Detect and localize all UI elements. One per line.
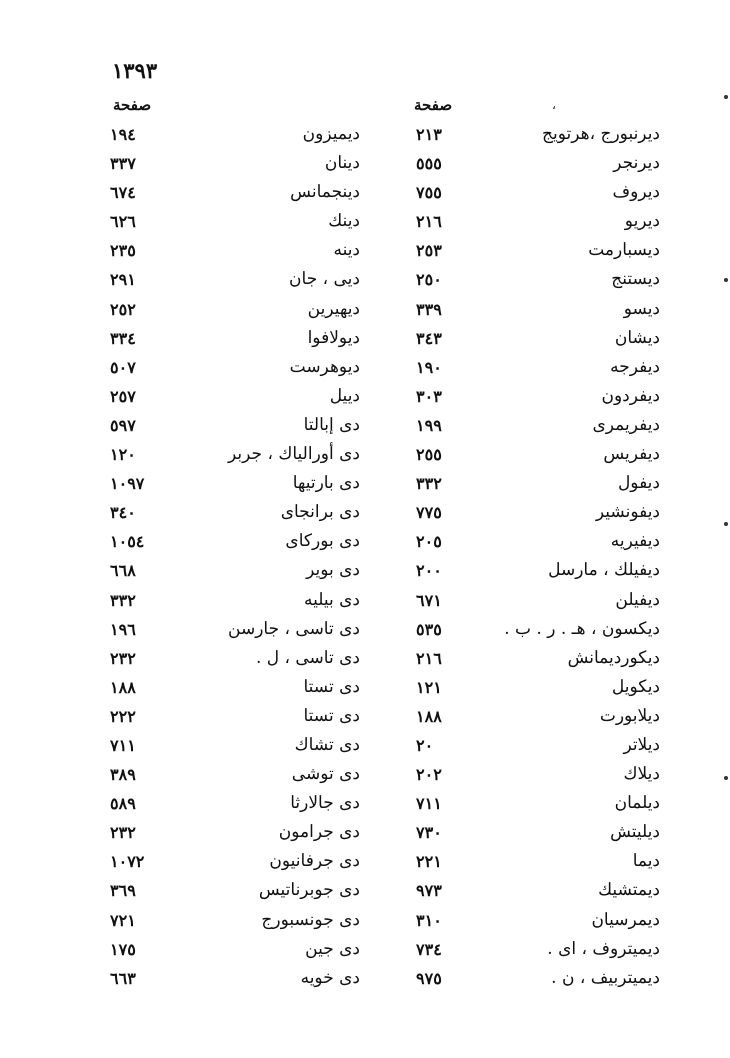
entry-name: دى جونسبورج: [261, 909, 360, 930]
index-entry: [100, 876, 360, 905]
index-entry: [410, 586, 660, 615]
entry-page-number: ١٢١: [416, 677, 442, 697]
entry-name: ديكورديمانش: [567, 647, 660, 668]
index-entry: [410, 556, 660, 585]
entry-page-number: ٣٣٢: [110, 590, 136, 610]
entry-page-number: ٢٥٣: [416, 241, 442, 261]
entry-name: ديمتشيك: [598, 880, 660, 901]
index-entry: [410, 644, 660, 673]
entry-page-number: ٢٣٢: [110, 648, 136, 668]
entry-name: دى تاسى ، جارسن: [228, 618, 360, 639]
entry-name: دينه: [333, 240, 360, 261]
entry-name: ديوهرست: [289, 356, 360, 377]
entry-name: دى بارتيها: [292, 473, 360, 494]
entry-name: ديفول: [617, 473, 660, 494]
entry-name: دى جين: [305, 938, 360, 959]
entry-name: دى برانجاى: [280, 502, 360, 523]
entry-page-number: ٧٣٠: [416, 823, 442, 843]
right-column-header: صفحة: [414, 96, 453, 114]
margin-mark: [724, 522, 728, 526]
entry-page-number: ١٢٠: [110, 445, 136, 465]
entry-name: دى بوركاى: [285, 531, 360, 552]
entry-name: ديشان: [614, 327, 660, 348]
entry-name: ديهيرين: [307, 298, 360, 319]
entry-page-number: ٣٣٤: [110, 328, 136, 348]
entry-page-number: ٩٧٣: [416, 881, 442, 901]
index-entry: [410, 527, 660, 556]
index-entry: [410, 615, 660, 644]
left-column-header: صفحة: [113, 96, 152, 114]
index-entry: [100, 673, 360, 702]
index-entry: [410, 382, 660, 411]
index-entry: [410, 265, 660, 294]
entry-name: دى بوير: [306, 560, 360, 581]
entry-page-number: ٩٧٥: [416, 968, 442, 988]
entry-name: دى خويه: [300, 967, 360, 988]
entry-page-number: ٢٥٥: [416, 445, 442, 465]
entry-name: دى جرفانيون: [269, 851, 360, 872]
margin-mark: [724, 776, 728, 780]
entry-name: ديريو: [624, 211, 660, 232]
entry-page-number: ٢١٦: [416, 648, 442, 668]
index-entry: [100, 615, 360, 644]
entry-page-number: ٣٨٩: [110, 765, 136, 785]
index-entry: [410, 149, 660, 178]
entry-page-number: ٣٤٣: [416, 328, 442, 348]
entry-page-number: ١٨٨: [416, 706, 442, 726]
index-entry: [100, 789, 360, 818]
entry-page-number: ٥٨٩: [110, 794, 136, 814]
entry-page-number: ٣٠٣: [416, 386, 442, 406]
entry-page-number: ٦٢٦: [110, 212, 136, 232]
entry-page-number: ٣٦٩: [110, 881, 136, 901]
index-entry: [100, 847, 360, 876]
entry-page-number: ٣٣٢: [416, 474, 442, 494]
entry-page-number: ٧١١: [416, 794, 442, 814]
entry-page-number: ٧٢١: [110, 910, 136, 930]
entry-name: ديمرسيان: [591, 909, 660, 930]
index-entry: [410, 353, 660, 382]
entry-name: ديفريس: [603, 444, 660, 465]
entry-name: دى إبالتا: [303, 414, 360, 435]
index-entry: [100, 178, 360, 207]
page-number: ١٣٩٣: [112, 58, 158, 83]
entry-name: دى تشاك: [294, 734, 360, 755]
entry-name: دييل: [329, 385, 360, 406]
index-entry: [410, 789, 660, 818]
entry-name: ديكويل: [611, 676, 660, 697]
index-entry: [100, 906, 360, 935]
entry-name: ديلابورت: [599, 705, 660, 726]
entry-name: ديفيريه: [610, 531, 660, 552]
entry-name: ديلاك: [623, 764, 660, 785]
index-entry: [410, 411, 660, 440]
entry-name: ديليتش: [610, 822, 660, 843]
index-entry: [410, 906, 660, 935]
entry-page-number: ١٩٤: [110, 125, 136, 144]
entry-page-number: ٣١٠: [416, 910, 442, 930]
entry-name: ديى ، جان: [289, 269, 360, 290]
entry-name: ديسبارمت: [588, 240, 660, 261]
entry-name: ديفونشير: [595, 502, 660, 523]
entry-name: ديرنجر: [613, 153, 660, 174]
entry-name: دى توشى: [291, 764, 360, 785]
index-entry: [100, 469, 360, 498]
entry-page-number: ١٩٦: [110, 619, 136, 639]
index-entry: [410, 847, 660, 876]
entry-page-number: ٦٦٨: [110, 561, 136, 581]
entry-name: دى جالارثا: [290, 793, 360, 814]
entry-name: ديروف: [612, 182, 660, 203]
entry-page-number: ٢٠٢: [416, 765, 442, 785]
index-entry: [410, 236, 660, 265]
margin-mark: [724, 278, 728, 282]
entry-page-number: ٢٩١: [110, 270, 136, 290]
entry-name: ديميزون: [302, 124, 360, 144]
entry-page-number: ٧١١: [110, 735, 136, 755]
index-entry: [410, 120, 660, 149]
entry-page-number: ٢٠: [416, 735, 434, 755]
index-entry: [410, 295, 660, 324]
entry-page-number: ٧٧٥: [416, 503, 442, 523]
entry-page-number: ٢٢١: [416, 852, 442, 872]
entry-page-number: ١٠٩٧: [110, 474, 145, 494]
index-entry: [100, 295, 360, 324]
entry-name: دى تاسى ، ل .: [255, 647, 360, 668]
index-entry: [410, 498, 660, 527]
index-entry: [100, 265, 360, 294]
index-entry: [410, 818, 660, 847]
entry-name: ديستنج: [611, 269, 660, 290]
entry-page-number: ١٠٧٢: [110, 852, 145, 872]
index-entry: [100, 556, 360, 585]
entry-page-number: ٥٩٧: [110, 415, 136, 435]
entry-name: ديميتربيف ، ن .: [551, 967, 660, 988]
entry-page-number: ٦٧٤: [110, 183, 136, 203]
entry-page-number: ٢٣٥: [110, 241, 136, 261]
entry-name: ديفرجه: [610, 356, 660, 377]
entry-name: ديفيلن: [615, 589, 660, 610]
entry-name: ديميتروف ، اى .: [547, 938, 660, 959]
entry-page-number: ١٩٩: [416, 415, 442, 435]
index-entry: [410, 440, 660, 469]
index-entry: [410, 324, 660, 353]
entry-name: ديفريمرى: [592, 414, 660, 435]
entry-page-number: ٣٣٩: [416, 299, 442, 319]
entry-page-number: ٢١٦: [416, 212, 442, 232]
entry-page-number: ٥٠٧: [110, 357, 136, 377]
entry-page-number: ٢٣٢: [110, 823, 136, 843]
entry-page-number: ٢٠٥: [416, 532, 442, 552]
entry-page-number: ٢٢٢: [110, 706, 136, 726]
entry-page-number: ٧٥٥: [416, 183, 442, 203]
index-entry: [100, 120, 360, 149]
index-entry: [100, 731, 360, 760]
entry-name: ديرنبورج ،هرتويج: [542, 124, 660, 144]
entry-name: ديلمان: [614, 793, 660, 814]
entry-page-number: ٢١٣: [416, 125, 442, 144]
entry-name: دى تستا: [303, 705, 360, 726]
index-entry: [100, 586, 360, 615]
entry-page-number: ٢٥٢: [110, 299, 136, 319]
entry-name: دينك: [328, 211, 360, 232]
index-entry: [100, 207, 360, 236]
index-entry: [100, 498, 360, 527]
right-index-column: [410, 120, 660, 993]
entry-name: دى جوبرناتيس: [258, 880, 360, 901]
index-entry: [100, 149, 360, 178]
index-entry: [410, 760, 660, 789]
index-entry: [410, 178, 660, 207]
entry-page-number: ٦٦٣: [110, 968, 136, 988]
index-entry: [100, 411, 360, 440]
entry-page-number: ٣٤٠: [110, 503, 136, 523]
index-entry: [100, 702, 360, 731]
margin-mark: [724, 95, 728, 99]
entry-name: دى أورالياك ، جربر: [228, 444, 360, 465]
index-entry: [100, 527, 360, 556]
entry-name: ديفيلك ، مارسل: [548, 560, 660, 581]
entry-name: ديلاتر: [623, 734, 660, 755]
entry-name: ديما: [632, 851, 660, 872]
entry-name: ديكسون ، هـ . ر . ب .: [504, 618, 660, 639]
entry-page-number: ٥٥٥: [416, 154, 442, 174]
entry-name: دى بيليه: [303, 589, 360, 610]
entry-page-number: ١٩٠: [416, 357, 442, 377]
entry-name: دى جرامون: [278, 822, 360, 843]
entry-page-number: ٣٣٧: [110, 154, 136, 174]
entry-name: دينان: [324, 153, 360, 174]
index-entry: [410, 469, 660, 498]
index-entry: [100, 818, 360, 847]
index-entry: [410, 935, 660, 964]
entry-page-number: ٢٥٠: [416, 270, 442, 290]
index-entry: [410, 731, 660, 760]
index-entry: [410, 964, 660, 993]
entry-name: دينجمانس: [290, 182, 360, 203]
entry-name: دى تستا: [303, 676, 360, 697]
index-entry: [410, 702, 660, 731]
entry-page-number: ١٧٥: [110, 939, 136, 959]
column-mark: ،: [552, 98, 556, 112]
entry-page-number: ٥٣٥: [416, 619, 442, 639]
index-entry: [410, 876, 660, 905]
index-entry: [100, 644, 360, 673]
index-entry: [410, 207, 660, 236]
entry-page-number: ٢٥٧: [110, 386, 136, 406]
index-entry: [100, 935, 360, 964]
index-entry: [410, 673, 660, 702]
entry-page-number: ٢٠٠: [416, 561, 442, 581]
entry-page-number: ١٨٨: [110, 677, 136, 697]
entry-name: ديسو: [623, 298, 660, 319]
entry-name: ديولافوا: [307, 327, 360, 348]
index-entry: [100, 382, 360, 411]
index-entry: [100, 760, 360, 789]
entry-name: ديفردون: [601, 385, 660, 406]
entry-page-number: ٦٧١: [416, 590, 442, 610]
index-entry: [100, 236, 360, 265]
entry-page-number: ١٠٥٤: [110, 532, 145, 552]
index-entry: [100, 964, 360, 993]
index-entry: [100, 324, 360, 353]
index-entry: [100, 440, 360, 469]
index-entry: [100, 353, 360, 382]
left-index-column: [100, 120, 360, 993]
entry-page-number: ٧٣٤: [416, 939, 442, 959]
